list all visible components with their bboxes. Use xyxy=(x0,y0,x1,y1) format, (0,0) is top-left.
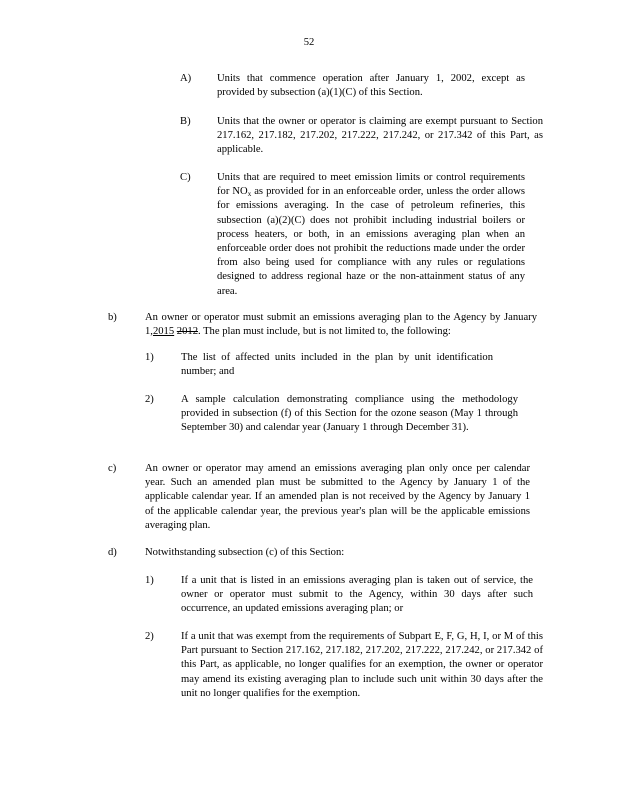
subscript: x xyxy=(247,190,252,199)
item-label: 1) xyxy=(145,575,154,586)
item-text: Units that the owner or operator is claiming are exempt pursuant to Section 217.162, 217.182, 217.202, 217.222, 217.242, or 217.342 of this Part, as applicable. xyxy=(217,116,543,156)
item-text: The list of affected units included in the plan by unit identification number; and xyxy=(181,352,493,378)
item-text: A sample calculation demonstrating compliance using the methodology provided in subsection (f) of this Section for the ozone season (May 1 through September 30) and calendar year (January 1 through December 31). xyxy=(181,394,518,434)
item-text: Units that commence operation after January 1, 2002, except as provided by subsection (a)(1)(C) of this Section. xyxy=(217,73,525,99)
item-label: c) xyxy=(108,463,117,474)
item-text: Notwithstanding subsection (c) of this Section: xyxy=(145,547,345,558)
item-label: 2) xyxy=(145,394,154,405)
text-part: An owner or operator must submit an emissions averaging plan to the Agency by January 1, xyxy=(145,312,537,338)
item-text: If a unit that was exempt from the requirements of Subpart E, F, G, H, I, or M of this Part pursuant to Section 217.162, 217.182, 217.202, 217.222, 217.242, or 217.342 of this Part, as applicable, no longer qualifies for an exemption, the owner or operator may amend its existing averaging plan to include such unit within 30 days after the unit no longer qualifies for the exemption. xyxy=(181,631,543,699)
item-label: C) xyxy=(180,172,191,183)
text-part: as provided for in an enforceable order, unless the order allows for emissions averaging. In the case of petroleum refineries, this subsection (a)(2)(C) does not prohibit including industrial boilers or process heaters, or both, in an emissions averaging plan when an enforceable order does not prohibit the reductions made under the order from also being used for compliance with any rules or regulations designed to address regional haze or the non-attainment status of any area. xyxy=(217,186,525,297)
item-text: An owner or operator may amend an emissions averaging plan only once per calendar year. Such an amended plan must be submitted to the Agency by January 1 of the applicable calendar year. If an amended plan is not received by the Agency by January 1 of the applicable calendar year, the previous year's plan will be the applicable emissions averaging plan. xyxy=(145,463,530,531)
item-label: d) xyxy=(108,547,117,558)
text-part: . The plan must include, but is not limited to, the following: xyxy=(197,326,451,338)
item-label: A) xyxy=(180,73,192,84)
item-label: b) xyxy=(108,312,117,323)
item-text: If a unit that is listed in an emissions averaging plan is taken out of service, the owner or operator must submit to the Agency, within 30 days after such occurrence, an updated emissions averaging plan; or xyxy=(181,575,533,615)
item-text xyxy=(145,311,537,339)
item-text xyxy=(217,171,525,299)
item-label: 1) xyxy=(145,352,154,363)
inserted-text: 2015 xyxy=(152,326,175,338)
item-label: B) xyxy=(180,116,191,127)
text-part: Units that are required to meet emission limits or control requirements for NO xyxy=(217,172,525,198)
deleted-text: 2012 xyxy=(176,326,198,338)
page-number: 52 xyxy=(303,37,315,48)
item-label: 2) xyxy=(145,631,154,642)
